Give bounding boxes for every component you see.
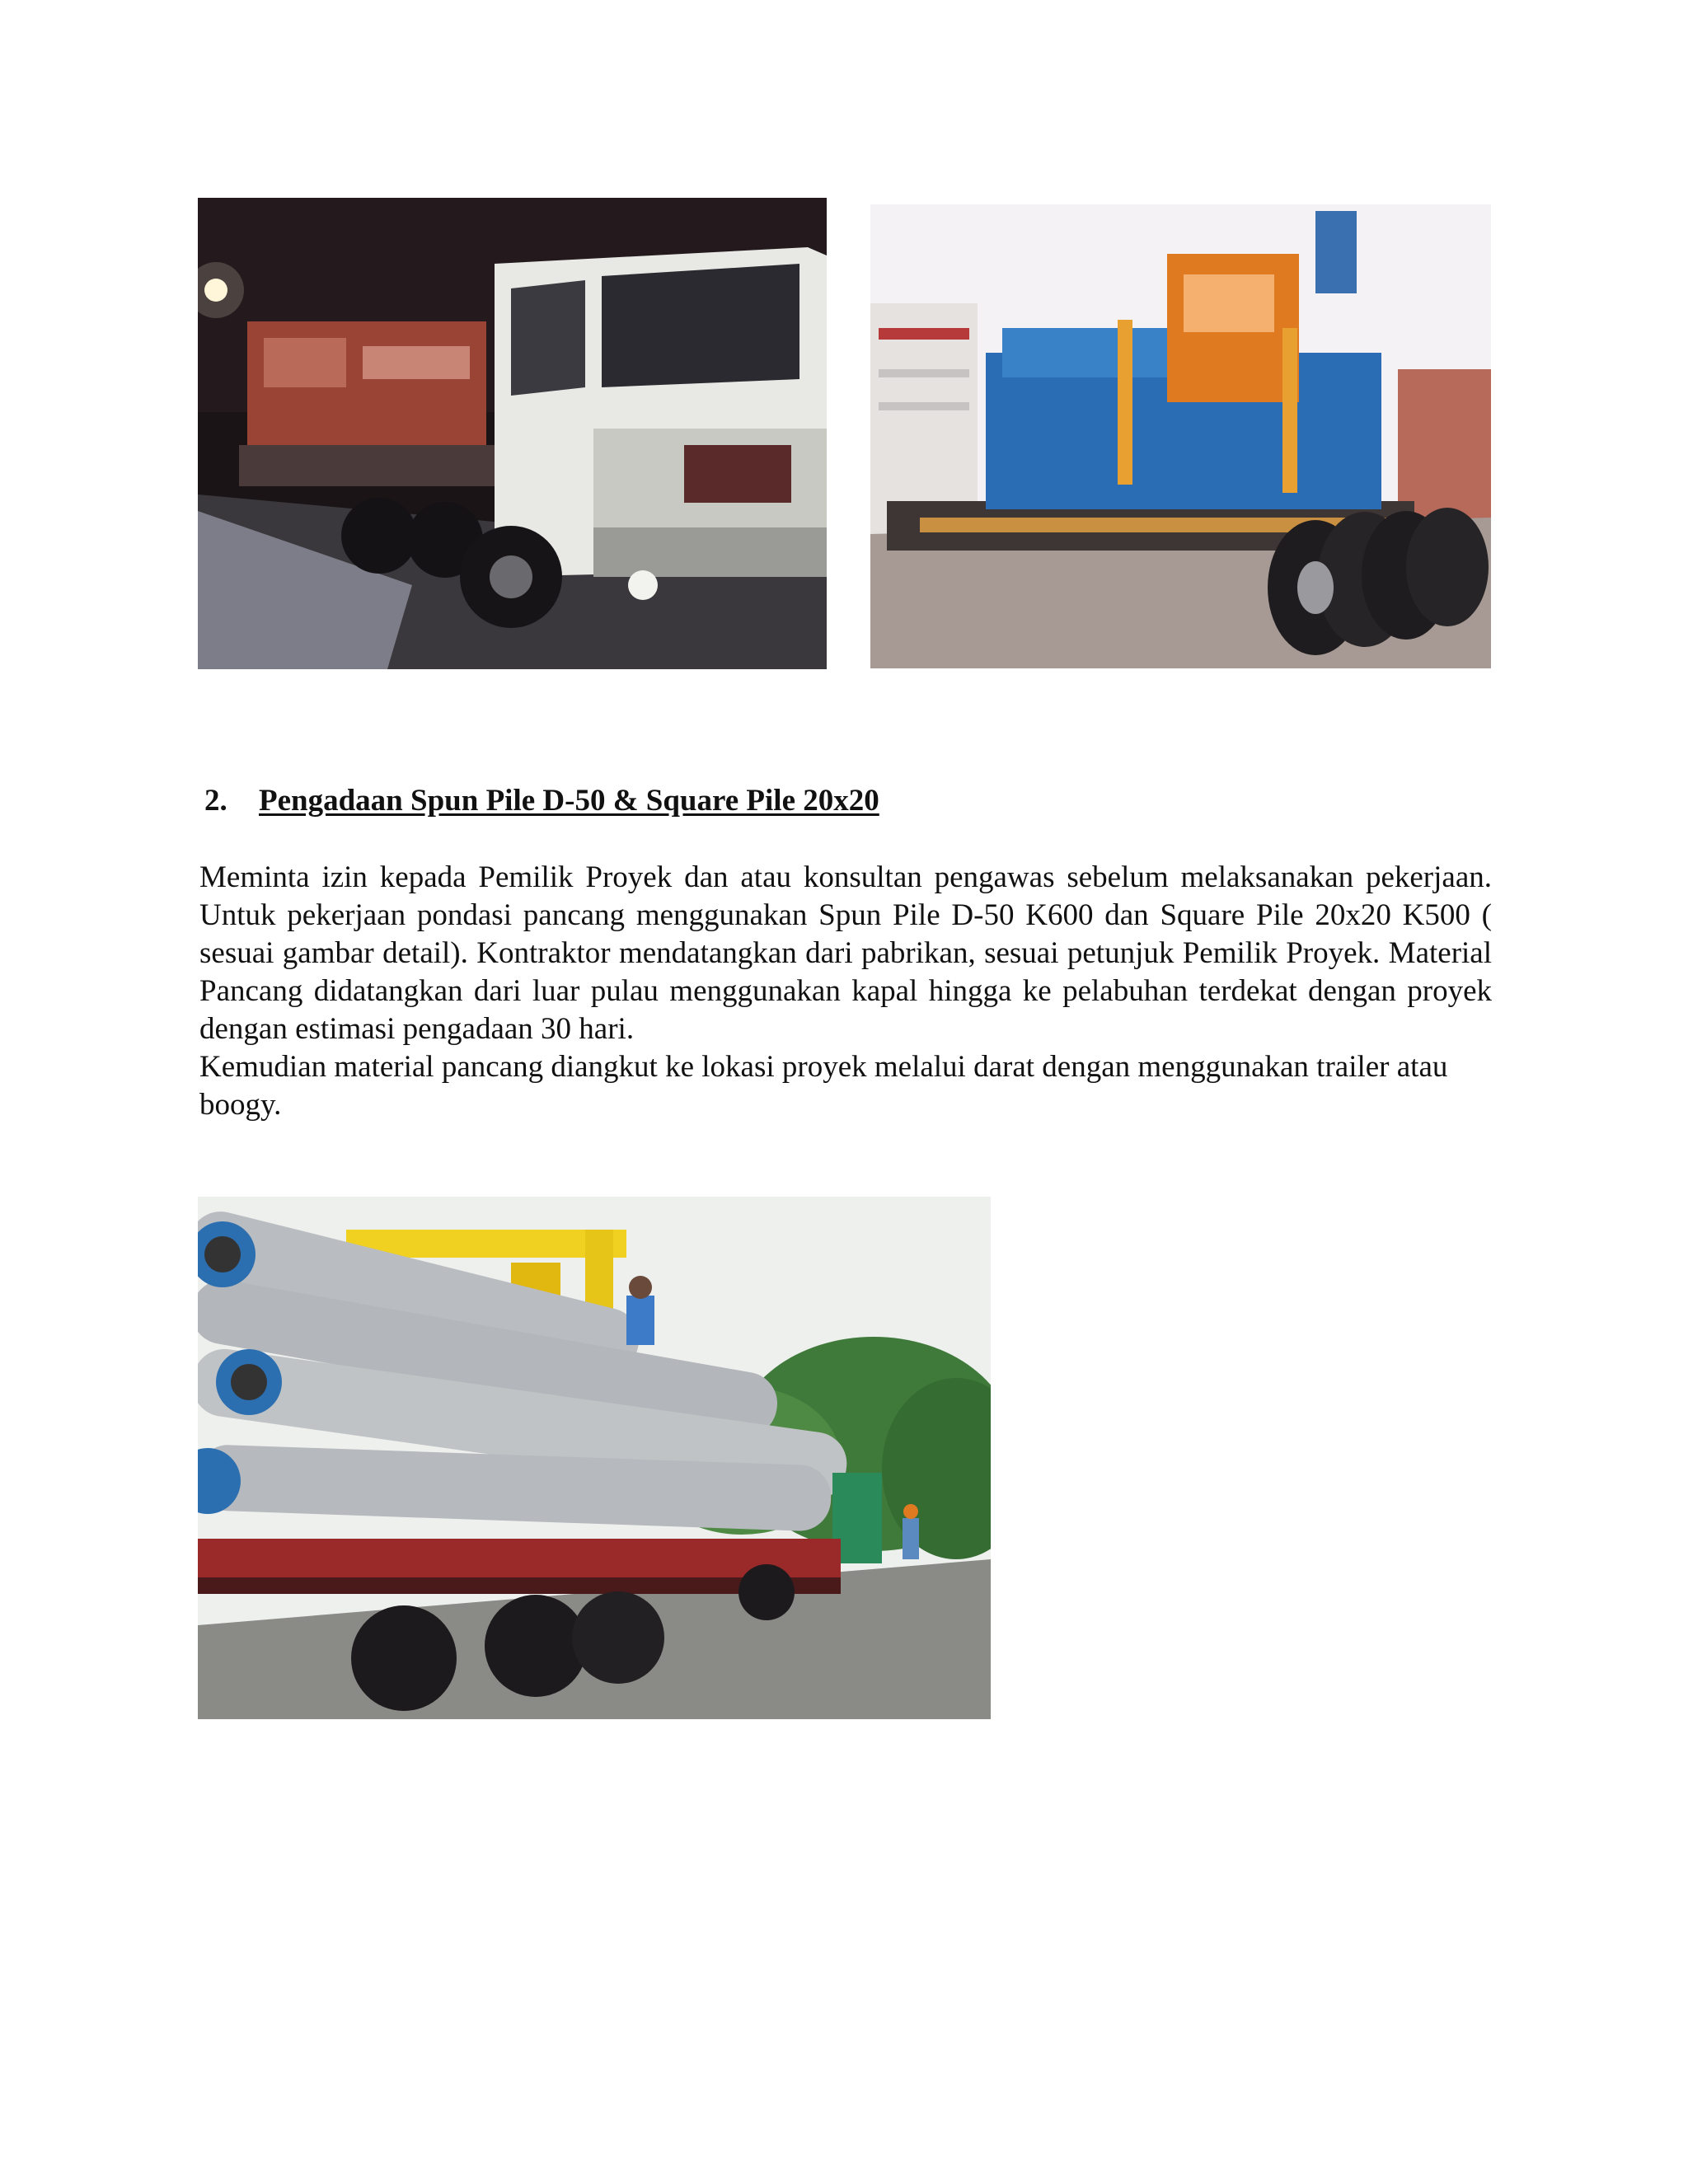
section-number: 2. xyxy=(204,784,227,818)
section-title: Pengadaan Spun Pile D-50 & Square Pile 20x20 xyxy=(259,784,879,818)
section-heading xyxy=(204,783,879,818)
paragraph: Kemudian material pancang diangkut ke lokasi proyek melalui darat dengan menggunakan trailer atau boogy. xyxy=(199,1050,1448,1122)
truck-night-photo xyxy=(198,198,827,669)
pile-rig-photo xyxy=(870,204,1491,668)
section-body xyxy=(199,859,1492,1124)
paragraph: Meminta izin kepada Pemilik Proyek dan atau konsultan pengawas sebelum melaksanakan pekerjaan. Untuk pekerjaan pondasi pancang menggunakan Spun Pile D-50 K600 dan Square Pile 20x20 K500 ( sesuai gambar detail). Kontraktor mendatangkan dari pabrikan, sesuai petunjuk Pemilik Proyek. Material Pancang didatangkan dari luar pulau menggunakan kapal hingga ke pelabuhan terdekat dengan proyek dengan estimasi pengadaan 30 hari. xyxy=(199,860,1492,1046)
spun-piles-trailer-photo xyxy=(198,1197,991,1719)
